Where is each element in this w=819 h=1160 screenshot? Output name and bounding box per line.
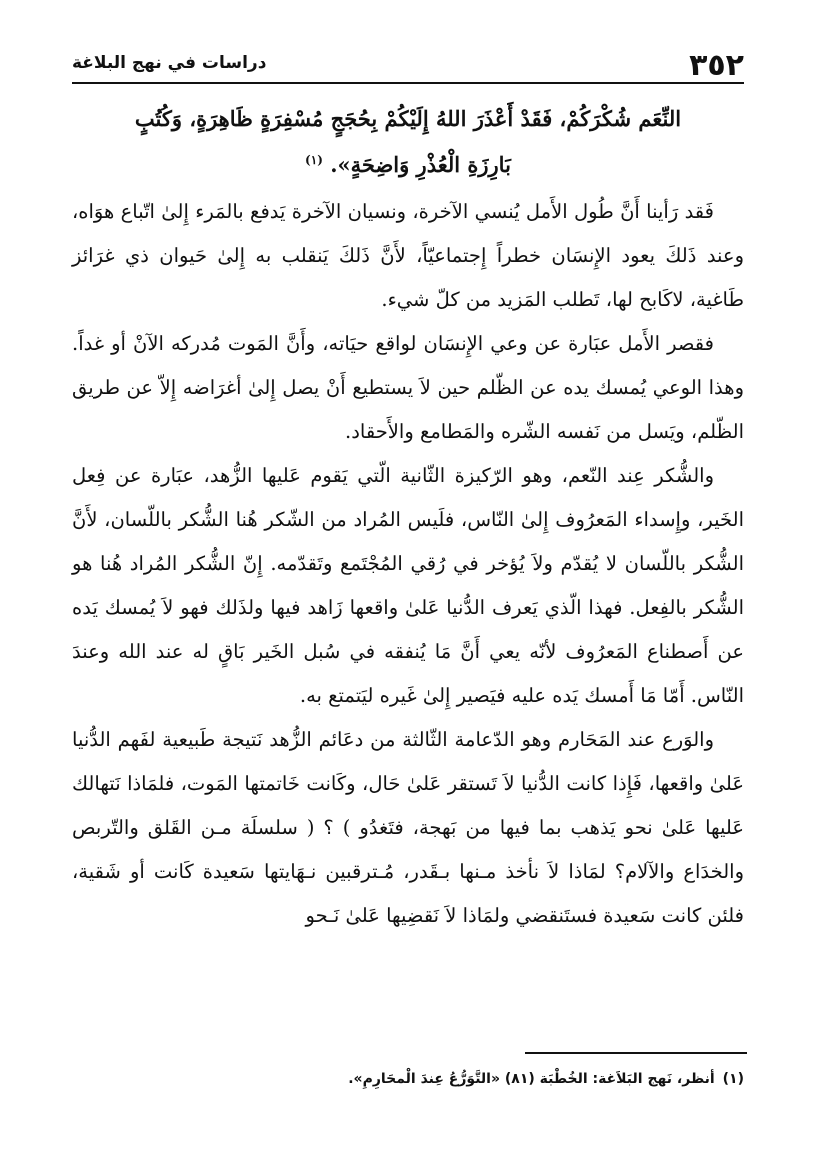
header-rule [72, 82, 744, 84]
footnote-reference: (١) [305, 153, 323, 167]
paragraph: والشُّكر عِند النّعم، وهو الرّكيزة الثّانية الّتي يَقوم عَليها الزُّهد، عبَارة عن فِعل الخَير، وإِسداء المَعرُوف إِلىٰ النّاس، فلَيس المُراد من الشّكر هُنا الشُّكر باللّسان، لأَنَّ الشُّكر باللّسان لا يُقدّم ولاَ يُؤخر في رُقي المُجْتَمع وتَقدّمه. إِنّ الشُّكر المُراد هُنا هو الشُّكر بالفِعل. فهذا الّذي يَعرف الدُّنيا عَلىٰ واقعها زَاهد فيها ولذَلك فهو لاَ يُمسك يَده عن أَصطناع المَعرُوف لأنّه يعي أَنَّ مَا يُنفقه في سُبل الخَير بَاقٍ له عند الله وعندَ النّاس. أَمّا مَا أَمسك يَده عليه فيَصير إِلىٰ غَيره ليَتمتع به. [72, 464, 744, 707]
running-title: دراسات في نهج البلاغة [72, 53, 267, 73]
footnote-separator [525, 1052, 747, 1054]
page-header [72, 38, 744, 88]
paragraph: والوَرع عند المَحَارم وهو الدّعامة الثّالثة من دعَائم الزُّهد نَتيجة طَبيعية لفَهم الدُّنيا عَلىٰ واقعها، فَإِذا كانت الدُّنيا لاَ تَستقر عَلىٰ حَال، وكَانت خَاتمتها المَوت، فلمَاذا نَتهالك عَليها عَلىٰ نحو يَذهب بما فيها من بَهجة، فتَغدُو ) ؟ ( سلسلَة مـن القَلق والتّربص والخدَاع والآلام؟ لمَاذا لاَ نأخذ مـنها بـقَدر، مُـترقبين نـهَايتها سَعيدة كَانت أو شَقية، فلئن كانت سَعيدة فستَنقضي ولمَاذا لاَ نَقضِيها عَلىٰ نَـحو [72, 728, 744, 927]
paragraph: فقصر الأَمل عبَارة عن وعي الإِنسَان لواقع حيَاته، وأَنَّ المَوت مُدركه الآنْ أو غداً. وهذا الوعي يُمسك يده عن الظّلم حين لاَ يستطيع أَنْ يصل إِلىٰ أغرَاضه إِلاّ عن طريق الظّلم، ويَسل من نَفسه الشّره والمَطامع والأَحقاد. [72, 332, 744, 443]
footnote [72, 1068, 744, 1090]
main-text [72, 96, 744, 938]
footnote-text: أنظر، نَهج البَلاَغة: الخُطْبَة (٨١) «التَّوَرُّعُ عِندَ الْمحَارِمِ». [348, 1071, 715, 1087]
paragraph: فَقد رَأينا أَنَّ طُول الأَمل يُنسي الآخرة، ونسيان الآخرة يَدفع بالمَرء إِلىٰ اتّباع هوَاه، وعند ذَلكَ يعود الإِنسَان خطراً إِجتماعيّاً، لأَنَّ ذَلكَ يَنقلب به إِلىٰ حَيوان ذي غرَائز طَاغية، لاكَابح لها، تَطلب المَزيد من كلّ شيء. [72, 200, 744, 311]
quote-text: النِّعَم شُكْرَكُمْ، فَقَدْ أَعْذَرَ اللهُ إِلَيْكُمْ بِحُجَجٍ مُسْفِرَةٍ ظَاهِرَةٍ، وَكُتُبٍ بَارِزَةِ الْعُذْرِ وَاضِحَةٍ». [134, 106, 682, 177]
footnote-marker: (١) [722, 1071, 744, 1087]
quoted-text [72, 96, 744, 188]
page-number: ٣٥٢ [689, 48, 744, 83]
